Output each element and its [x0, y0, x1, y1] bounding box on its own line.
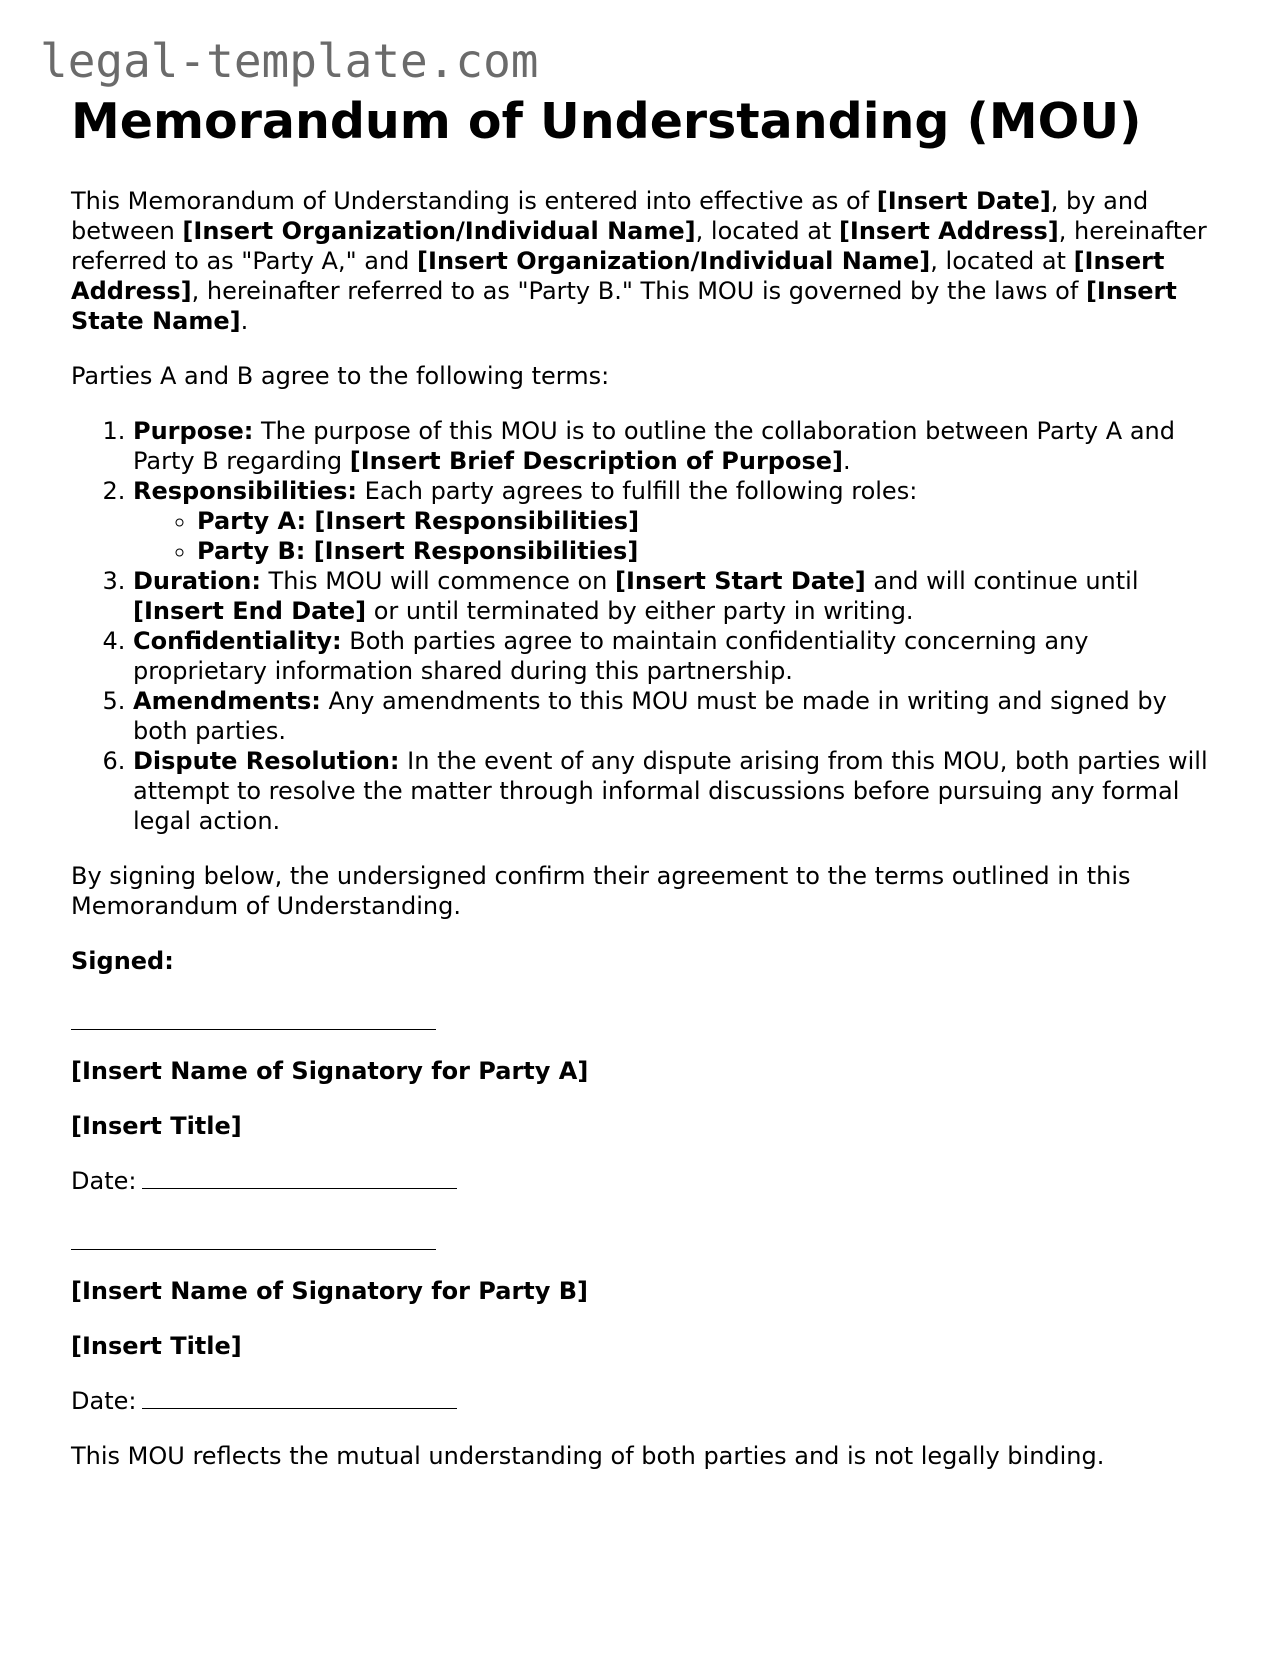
- term-text: or until terminated by either party in writing.: [366, 597, 914, 625]
- term-responsibilities: [133, 476, 1221, 566]
- placeholder-party-a-name: [Insert Organization/Individual Name]: [182, 217, 696, 245]
- intro-text: , hereinafter referred to as "Party B." This MOU is governed by the laws of: [191, 277, 1086, 305]
- term-text: Any amendments to this MOU must be made in writing and signed by both parties.: [133, 687, 1167, 745]
- date-row-party-a: [71, 1166, 1221, 1196]
- signatory-name-party-b: [71, 1276, 1221, 1306]
- term-text: This MOU will commence on: [260, 567, 616, 595]
- signatory-title-party-a: [71, 1111, 1221, 1141]
- intro-text: , located at: [930, 247, 1074, 275]
- signatory-name-text: [Insert Name of Signatory for Party B]: [71, 1277, 589, 1305]
- term-label: Purpose:: [133, 417, 254, 445]
- placeholder-date: [Insert Date]: [876, 187, 1051, 215]
- intro-text: .: [240, 307, 249, 335]
- date-label: Date:: [71, 1387, 137, 1415]
- term-text: Each party agrees to fulfill the following roles:: [357, 477, 918, 505]
- role-party-a: [197, 506, 1221, 536]
- signature-rule: [71, 1248, 436, 1250]
- term-label: Responsibilities:: [133, 477, 358, 505]
- term-text: and will continue until: [865, 567, 1139, 595]
- term-label: Dispute Resolution:: [133, 747, 400, 775]
- placeholder-party-a-address: [Insert Address]: [838, 217, 1059, 245]
- closing-paragraph: By signing below, the undersigned confirm their agreement to the terms outlined in this Memorandum of Understanding.: [71, 862, 1131, 920]
- signatory-title-text: [Insert Title]: [71, 1112, 242, 1140]
- term-text: Both parties agree to maintain confidentiality concerning any proprietary information shared during this partnership.: [133, 627, 1089, 685]
- roles-list: [133, 506, 1221, 566]
- terms-lead: Parties A and B agree to the following terms:: [71, 362, 610, 390]
- document-title: Memorandum of Understanding (MOU): [71, 93, 1142, 150]
- signature-line-party-b[interactable]: [71, 1221, 1221, 1251]
- intro-text: , by and between: [71, 187, 1149, 245]
- intro-text: , hereinafter referred to as "Party A," and: [71, 217, 1207, 275]
- term-text: .: [843, 447, 851, 475]
- placeholder-state-name: [Insert State Name]: [71, 277, 1177, 335]
- term-confidentiality: [133, 626, 1221, 686]
- intro-text: , located at: [695, 217, 839, 245]
- signature-line-party-a[interactable]: [71, 1001, 1221, 1031]
- role-party-b: [197, 536, 1221, 566]
- intro-text: This Memorandum of Understanding is entered into effective as of: [71, 187, 877, 215]
- role-party-a-text: Party A: [Insert Responsibilities]: [197, 507, 640, 535]
- signature-block-party-a: [71, 1001, 1221, 1196]
- term-dispute-resolution: [133, 746, 1221, 836]
- signatory-name-party-a: [71, 1056, 1221, 1086]
- intro-paragraph: [71, 186, 1221, 336]
- document-body: [71, 92, 1221, 1496]
- watermark-logo-text: legal-template.com: [40, 34, 539, 88]
- terms-list: [71, 416, 1221, 836]
- role-party-b-text: Party B: [Insert Responsibilities]: [197, 537, 639, 565]
- signature-block-party-b: [71, 1221, 1221, 1416]
- term-label: Amendments:: [133, 687, 321, 715]
- term-label: Duration:: [133, 567, 261, 595]
- term-text: The purpose of this MOU is to outline the collaboration between Party A and Party B regarding: [133, 417, 1175, 475]
- date-row-party-b: [71, 1386, 1221, 1416]
- signed-label: [71, 946, 1221, 976]
- term-label: Confidentiality:: [133, 627, 342, 655]
- signatory-name-text: [Insert Name of Signatory for Party A]: [71, 1057, 589, 1085]
- signature-rule: [71, 1028, 436, 1030]
- signatory-title-party-b: [71, 1331, 1221, 1361]
- placeholder-purpose: [Insert Brief Description of Purpose]: [349, 447, 843, 475]
- placeholder-party-b-address: [Insert Address]: [71, 247, 1165, 305]
- placeholder-start-date: [Insert Start Date]: [615, 567, 866, 595]
- term-purpose: [133, 416, 1221, 476]
- term-amendments: [133, 686, 1221, 746]
- signed-label-text: Signed:: [71, 947, 174, 975]
- date-label: Date:: [71, 1167, 137, 1195]
- placeholder-party-b-name: [Insert Organization/Individual Name]: [417, 247, 931, 275]
- footer-note: This MOU reflects the mutual understanding of both parties and is not legally binding.: [71, 1442, 1105, 1470]
- term-text: In the event of any dispute arising from this MOU, both parties will attempt to resolve the matter through informal discussions before pursuing any formal legal action.: [133, 747, 1208, 835]
- date-line-party-a[interactable]: [142, 1187, 457, 1189]
- term-duration: [133, 566, 1221, 626]
- signatory-title-text: [Insert Title]: [71, 1332, 242, 1360]
- placeholder-end-date: [Insert End Date]: [133, 597, 367, 625]
- date-line-party-b[interactable]: [142, 1407, 457, 1409]
